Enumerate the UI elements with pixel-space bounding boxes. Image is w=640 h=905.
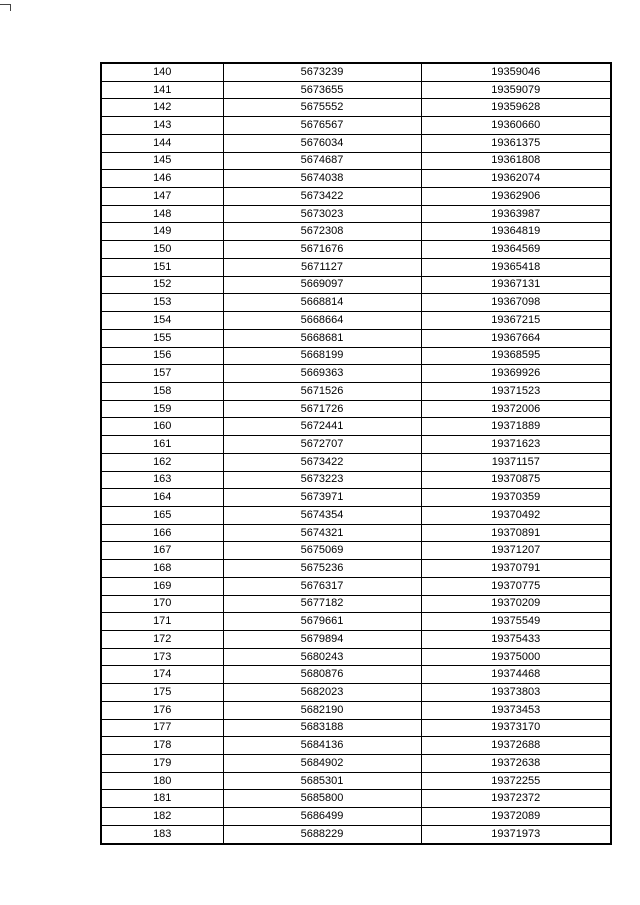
table-row [101, 365, 611, 383]
table-row [101, 701, 611, 719]
table-row [101, 737, 611, 755]
y-coordinate-cell: 19361808 [421, 152, 611, 170]
y-coordinate-cell: 19372089 [421, 808, 611, 826]
table-row [101, 81, 611, 99]
x-coordinate-cell: 5671127 [223, 258, 421, 276]
point-number-cell: 156 [101, 347, 223, 365]
point-number-cell: 168 [101, 560, 223, 578]
y-coordinate-cell: 19362906 [421, 188, 611, 206]
table-row [101, 241, 611, 259]
point-number-cell: 167 [101, 542, 223, 560]
y-coordinate-cell: 19370791 [421, 560, 611, 578]
y-coordinate-cell: 19367098 [421, 294, 611, 312]
y-coordinate-cell: 19375433 [421, 631, 611, 649]
table-row [101, 347, 611, 365]
y-coordinate-cell: 19360660 [421, 117, 611, 135]
point-number-cell: 170 [101, 595, 223, 613]
x-coordinate-cell: 5668814 [223, 294, 421, 312]
x-coordinate-cell: 5688229 [223, 825, 421, 843]
table-row [101, 489, 611, 507]
point-number-cell: 143 [101, 117, 223, 135]
table-row [101, 294, 611, 312]
y-coordinate-cell: 19359628 [421, 99, 611, 117]
point-number-cell: 153 [101, 294, 223, 312]
y-coordinate-cell: 19371523 [421, 382, 611, 400]
point-number-cell: 146 [101, 170, 223, 188]
point-number-cell: 175 [101, 684, 223, 702]
coordinates-table [100, 62, 612, 845]
x-coordinate-cell: 5669363 [223, 365, 421, 383]
x-coordinate-cell: 5685800 [223, 790, 421, 808]
table-row [101, 134, 611, 152]
table-row [101, 205, 611, 223]
y-coordinate-cell: 19370891 [421, 524, 611, 542]
point-number-cell: 180 [101, 772, 223, 790]
point-number-cell: 159 [101, 400, 223, 418]
y-coordinate-cell: 19371889 [421, 418, 611, 436]
table-row [101, 382, 611, 400]
x-coordinate-cell: 5674687 [223, 152, 421, 170]
table-row [101, 418, 611, 436]
point-number-cell: 171 [101, 613, 223, 631]
x-coordinate-cell: 5680243 [223, 648, 421, 666]
x-coordinate-cell: 5675552 [223, 99, 421, 117]
point-number-cell: 181 [101, 790, 223, 808]
y-coordinate-cell: 19370209 [421, 595, 611, 613]
table-row [101, 506, 611, 524]
point-number-cell: 162 [101, 453, 223, 471]
x-coordinate-cell: 5674354 [223, 506, 421, 524]
x-coordinate-cell: 5673971 [223, 489, 421, 507]
x-coordinate-cell: 5682023 [223, 684, 421, 702]
table-row [101, 755, 611, 773]
point-number-cell: 141 [101, 81, 223, 99]
y-coordinate-cell: 19374468 [421, 666, 611, 684]
table-row [101, 790, 611, 808]
table-row [101, 258, 611, 276]
y-coordinate-cell: 19372006 [421, 400, 611, 418]
y-coordinate-cell: 19371207 [421, 542, 611, 560]
x-coordinate-cell: 5673023 [223, 205, 421, 223]
point-number-cell: 179 [101, 755, 223, 773]
y-coordinate-cell: 19361375 [421, 134, 611, 152]
x-coordinate-cell: 5672308 [223, 223, 421, 241]
point-number-cell: 147 [101, 188, 223, 206]
table-row [101, 329, 611, 347]
table-row [101, 719, 611, 737]
table-row [101, 631, 611, 649]
x-coordinate-cell: 5679894 [223, 631, 421, 649]
table-row [101, 400, 611, 418]
table-row [101, 825, 611, 843]
x-coordinate-cell: 5679661 [223, 613, 421, 631]
table-row [101, 524, 611, 542]
y-coordinate-cell: 19359046 [421, 63, 611, 81]
point-number-cell: 183 [101, 825, 223, 843]
x-coordinate-cell: 5682190 [223, 701, 421, 719]
table-row [101, 170, 611, 188]
table-row [101, 772, 611, 790]
x-coordinate-cell: 5675069 [223, 542, 421, 560]
point-number-cell: 173 [101, 648, 223, 666]
y-coordinate-cell: 19367215 [421, 312, 611, 330]
point-number-cell: 177 [101, 719, 223, 737]
x-coordinate-cell: 5673655 [223, 81, 421, 99]
y-coordinate-cell: 19359079 [421, 81, 611, 99]
y-coordinate-cell: 19372372 [421, 790, 611, 808]
y-coordinate-cell: 19373170 [421, 719, 611, 737]
x-coordinate-cell: 5676034 [223, 134, 421, 152]
point-number-cell: 169 [101, 577, 223, 595]
x-coordinate-cell: 5671526 [223, 382, 421, 400]
y-coordinate-cell: 19375549 [421, 613, 611, 631]
table-row [101, 577, 611, 595]
x-coordinate-cell: 5673422 [223, 453, 421, 471]
point-number-cell: 154 [101, 312, 223, 330]
x-coordinate-cell: 5686499 [223, 808, 421, 826]
y-coordinate-cell: 19371973 [421, 825, 611, 843]
x-coordinate-cell: 5683188 [223, 719, 421, 737]
y-coordinate-cell: 19365418 [421, 258, 611, 276]
x-coordinate-cell: 5677182 [223, 595, 421, 613]
x-coordinate-cell: 5685301 [223, 772, 421, 790]
y-coordinate-cell: 19362074 [421, 170, 611, 188]
x-coordinate-cell: 5680876 [223, 666, 421, 684]
x-coordinate-cell: 5673223 [223, 471, 421, 489]
point-number-cell: 142 [101, 99, 223, 117]
table-row [101, 613, 611, 631]
point-number-cell: 165 [101, 506, 223, 524]
x-coordinate-cell: 5673239 [223, 63, 421, 81]
table-row [101, 684, 611, 702]
y-coordinate-cell: 19370359 [421, 489, 611, 507]
x-coordinate-cell: 5673422 [223, 188, 421, 206]
point-number-cell: 158 [101, 382, 223, 400]
table-row [101, 276, 611, 294]
y-coordinate-cell: 19372255 [421, 772, 611, 790]
y-coordinate-cell: 19363987 [421, 205, 611, 223]
point-number-cell: 144 [101, 134, 223, 152]
y-coordinate-cell: 19370775 [421, 577, 611, 595]
table-row [101, 436, 611, 454]
point-number-cell: 172 [101, 631, 223, 649]
point-number-cell: 149 [101, 223, 223, 241]
table-row [101, 666, 611, 684]
y-coordinate-cell: 19367664 [421, 329, 611, 347]
point-number-cell: 155 [101, 329, 223, 347]
point-number-cell: 163 [101, 471, 223, 489]
x-coordinate-cell: 5668199 [223, 347, 421, 365]
table-row [101, 560, 611, 578]
point-number-cell: 145 [101, 152, 223, 170]
table-row [101, 117, 611, 135]
coordinates-table-body [101, 63, 611, 844]
x-coordinate-cell: 5672441 [223, 418, 421, 436]
x-coordinate-cell: 5674038 [223, 170, 421, 188]
x-coordinate-cell: 5671726 [223, 400, 421, 418]
point-number-cell: 148 [101, 205, 223, 223]
table-row [101, 542, 611, 560]
point-number-cell: 166 [101, 524, 223, 542]
table-row [101, 595, 611, 613]
y-coordinate-cell: 19364569 [421, 241, 611, 259]
point-number-cell: 140 [101, 63, 223, 81]
table-row [101, 471, 611, 489]
point-number-cell: 151 [101, 258, 223, 276]
x-coordinate-cell: 5676317 [223, 577, 421, 595]
point-number-cell: 161 [101, 436, 223, 454]
point-number-cell: 150 [101, 241, 223, 259]
y-coordinate-cell: 19370875 [421, 471, 611, 489]
x-coordinate-cell: 5676567 [223, 117, 421, 135]
x-coordinate-cell: 5684136 [223, 737, 421, 755]
point-number-cell: 176 [101, 701, 223, 719]
y-coordinate-cell: 19368595 [421, 347, 611, 365]
page-corner-mark [0, 4, 11, 11]
table-row [101, 808, 611, 826]
x-coordinate-cell: 5668681 [223, 329, 421, 347]
y-coordinate-cell: 19370492 [421, 506, 611, 524]
point-number-cell: 157 [101, 365, 223, 383]
x-coordinate-cell: 5671676 [223, 241, 421, 259]
table-row [101, 453, 611, 471]
y-coordinate-cell: 19371157 [421, 453, 611, 471]
point-number-cell: 160 [101, 418, 223, 436]
y-coordinate-cell: 19373803 [421, 684, 611, 702]
table-row [101, 312, 611, 330]
point-number-cell: 152 [101, 276, 223, 294]
table-row [101, 99, 611, 117]
x-coordinate-cell: 5675236 [223, 560, 421, 578]
x-coordinate-cell: 5684902 [223, 755, 421, 773]
point-number-cell: 178 [101, 737, 223, 755]
x-coordinate-cell: 5668664 [223, 312, 421, 330]
y-coordinate-cell: 19371623 [421, 436, 611, 454]
y-coordinate-cell: 19372638 [421, 755, 611, 773]
table-row [101, 152, 611, 170]
x-coordinate-cell: 5669097 [223, 276, 421, 294]
point-number-cell: 174 [101, 666, 223, 684]
y-coordinate-cell: 19375000 [421, 648, 611, 666]
y-coordinate-cell: 19373453 [421, 701, 611, 719]
table-row [101, 223, 611, 241]
point-number-cell: 182 [101, 808, 223, 826]
table-row [101, 63, 611, 81]
y-coordinate-cell: 19369926 [421, 365, 611, 383]
y-coordinate-cell: 19367131 [421, 276, 611, 294]
table-row [101, 648, 611, 666]
table-row [101, 188, 611, 206]
x-coordinate-cell: 5672707 [223, 436, 421, 454]
y-coordinate-cell: 19364819 [421, 223, 611, 241]
x-coordinate-cell: 5674321 [223, 524, 421, 542]
y-coordinate-cell: 19372688 [421, 737, 611, 755]
point-number-cell: 164 [101, 489, 223, 507]
